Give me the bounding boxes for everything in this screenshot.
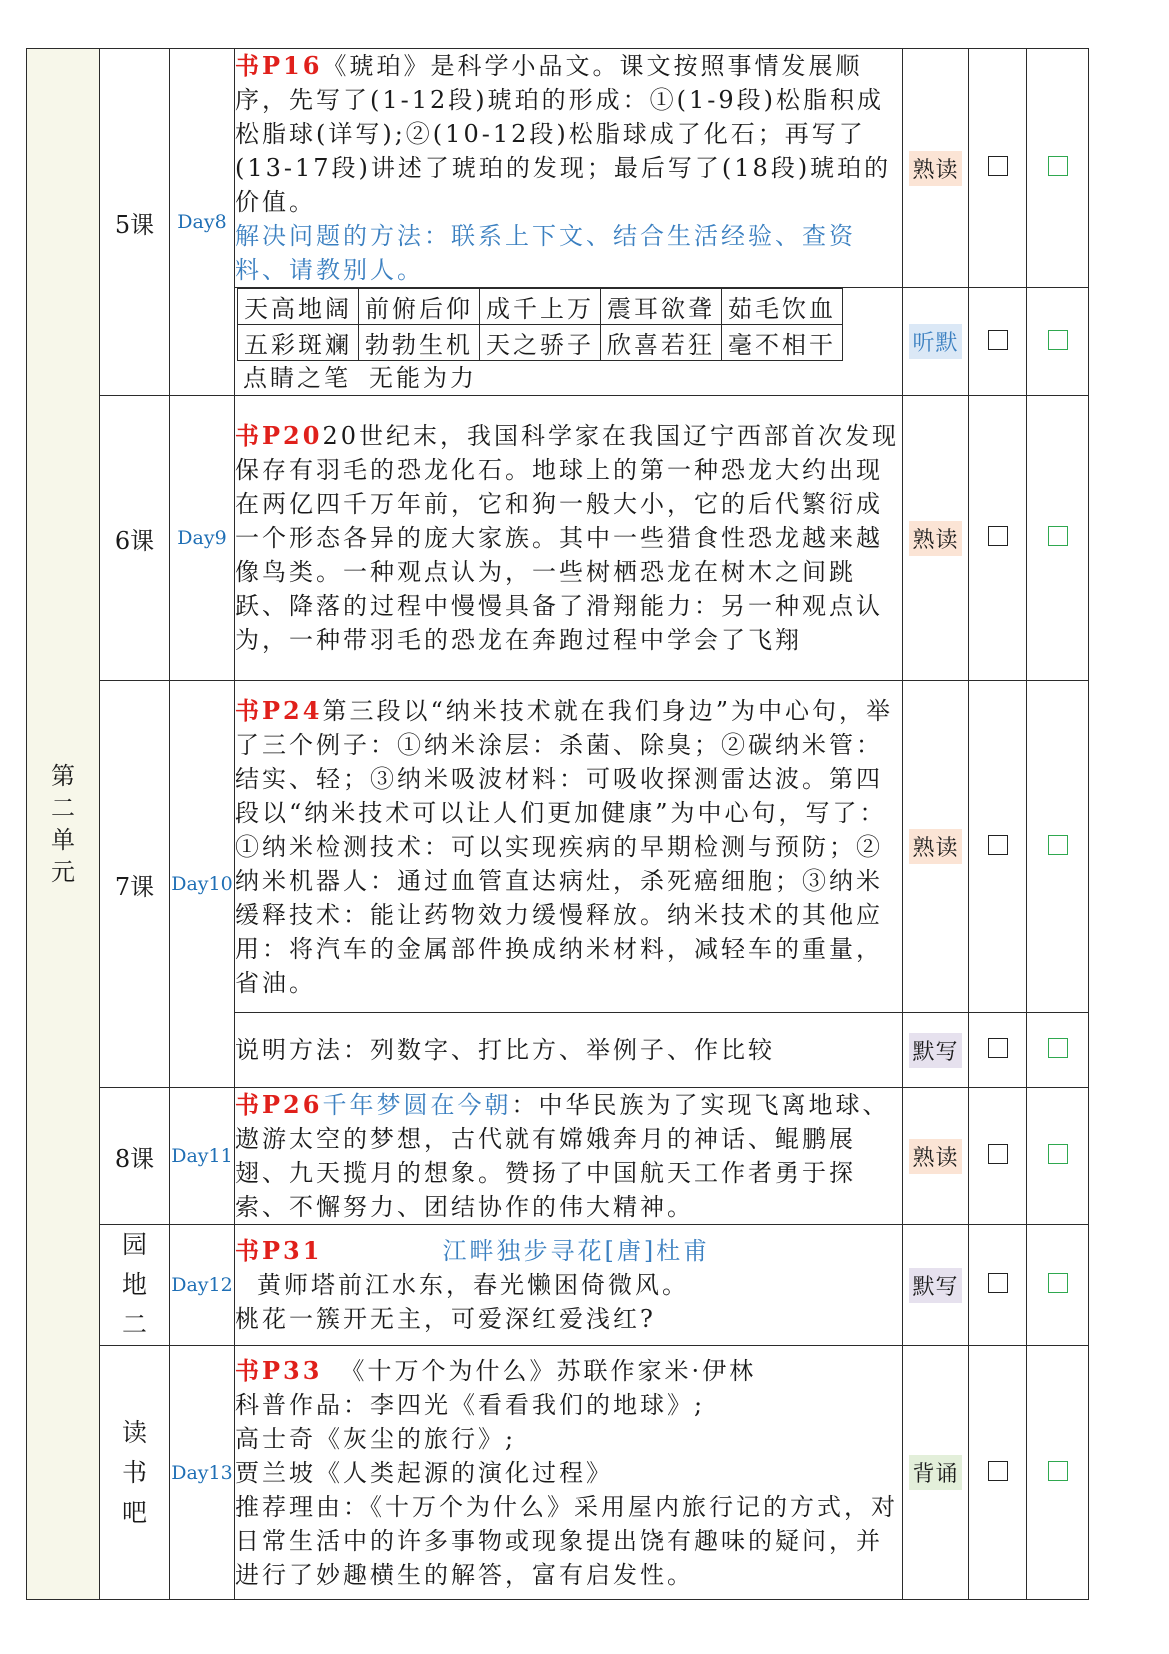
book-ref: 书P31 [235, 1236, 323, 1265]
book-line: 《十万个为什么》苏联作家米·伊林 [340, 1356, 757, 1385]
task-tag: 熟读 [909, 829, 961, 864]
table-row [27, 1088, 1148, 1225]
task-tag: 默写 [909, 1033, 961, 1068]
table-row [27, 681, 1148, 1013]
poem-line: 桃花一簇开无主，可爱深红爱浅红? [235, 1305, 656, 1333]
lesson-label: 7课 [100, 681, 170, 1088]
checkbox[interactable] [988, 1038, 1008, 1058]
method-text: 解决问题的方法：联系上下文、结合生活经验、查资料、请教别人。 [235, 222, 856, 284]
book-line: 高士奇《灰尘的旅行》; [235, 1424, 517, 1453]
checkbox-green[interactable] [1048, 1144, 1068, 1164]
table-row [27, 1225, 1148, 1346]
book-ref: 书P24 [235, 695, 323, 725]
book-ref: 书P26 [235, 1090, 323, 1119]
checkbox-green[interactable] [1048, 1273, 1068, 1293]
task-tag: 熟读 [909, 151, 961, 186]
checkbox-green[interactable] [1048, 156, 1068, 176]
book-ref: 书P20 [235, 421, 323, 450]
poem-title: 江畔独步寻花[唐]杜甫 [442, 1237, 711, 1265]
checkbox-green[interactable] [1048, 1461, 1068, 1481]
book-ref: 书P16 [235, 51, 323, 80]
task-tag: 默写 [909, 1268, 961, 1303]
lesson-label: 5课 [100, 49, 170, 396]
table-row [27, 396, 1148, 681]
unit-cell [27, 49, 100, 1600]
book-line: 科普作品：李四光《看看我们的地球》; [235, 1390, 706, 1419]
lesson-content [235, 1088, 903, 1225]
unit-label: 第二单元 [51, 762, 75, 886]
book-line: 贾兰坡《人类起源的演化过程》 [235, 1458, 613, 1487]
idiom: 五彩斑斓 [238, 325, 359, 361]
checkbox-green[interactable] [1048, 835, 1068, 855]
study-plan-table [26, 48, 1148, 1600]
lesson-content [235, 396, 903, 681]
lesson-text: ：中华民族为了实现飞离地球、遨游太空的梦想，古代就有嫦娥奔月的神话、鲲鹏展翅、九天揽月的想象。赞扬了中国航天工作者勇于探索、不懈努力、团结协作的伟大精神。 [235, 1091, 890, 1221]
task-tag: 听默 [909, 324, 961, 359]
checkbox-green[interactable] [1048, 330, 1068, 350]
task-tag: 熟读 [909, 1139, 961, 1174]
checkbox[interactable] [988, 330, 1008, 350]
lesson-content [235, 1346, 903, 1600]
lesson-label: 8课 [100, 1088, 170, 1225]
idiom: 无能为力 [369, 364, 477, 392]
book-ref: 书P33 [235, 1355, 323, 1385]
idiom: 前俯后仰 [359, 289, 480, 325]
day-label: Day11 [170, 1088, 235, 1225]
checkbox[interactable] [988, 1461, 1008, 1481]
lesson-content [235, 1013, 903, 1088]
lesson-text: 第三段以“纳米技术就在我们身边”为中心句，举了三个例子：①纳米涂层：杀菌、除臭；②碳纳米管：结实、轻；③纳米吸波材料：可吸收探测雷达波。第四段以“纳米技术可以让人们更加健康”为中心句，写了：①纳米检测技术：可以实现疾病的早期检测与预防；②纳米机器人：通过血管直达病灶，杀死癌细胞；③纳米缓释技术：能让药物效力缓慢释放。纳米技术的其他应用：将汽车的金属部件换成纳米材料，减轻车的重量，省油。 [235, 696, 893, 997]
day-label: Day12 [170, 1225, 235, 1346]
poem-line: 黄师塔前江水东，春光懒困倚微风。 [257, 1271, 689, 1299]
lesson-content [235, 681, 903, 1013]
checkbox-green[interactable] [1048, 526, 1068, 546]
checkbox[interactable] [988, 526, 1008, 546]
day-label: Day9 [170, 396, 235, 681]
lesson-text: 《琥珀》是科学小品文。课文按照事情发展顺序，先写了(1-12段)琥珀的形成：①(1-9段)松脂积成松脂球(详写);②(10-12段)松脂球成了化石；再写了(13-17段)讲述了琥珀的发现；最后写了(18段)琥珀的价值。 [235, 52, 892, 216]
idioms-cell [235, 288, 903, 396]
idiom: 成千上万 [480, 289, 601, 325]
task-tag: 熟读 [909, 521, 961, 556]
idiom: 天之骄子 [480, 325, 601, 361]
day-label: Day10 [170, 681, 235, 1088]
idiom: 天高地阔 [238, 289, 359, 325]
checkbox[interactable] [988, 1144, 1008, 1164]
checkbox[interactable] [988, 1273, 1008, 1293]
lesson-label: 读书吧 [100, 1346, 170, 1600]
lesson-text: 20世纪末，我国科学家在我国辽宁西部首次发现保存有羽毛的恐龙化石。地球上的第一种恐龙大约出现在两亿四千万年前，它和狗一般大小，它的后代繁衍成一个形态各异的庞大家族。其中一些猎食性恐龙越来越像鸟类。一种观点认为，一些树栖恐龙在树木之间跳跃、降落的过程中慢慢具备了滑翔能力：另一种观点认为，一种带羽毛的恐龙在奔跑过程中学会了飞翔 [235, 422, 899, 654]
checkbox-green[interactable] [1048, 1038, 1068, 1058]
lesson-content [235, 49, 903, 288]
recommendation-text: 推荐理由：《十万个为什么》采用屋内旅行记的方式，对日常生活中的许多事物或现象提出饶有趣味的疑问，并进行了妙趣横生的解答，富有启发性。 [235, 1492, 898, 1589]
idiom: 欣喜若狂 [601, 325, 722, 361]
checkbox[interactable] [988, 156, 1008, 176]
idiom: 毫不相干 [722, 325, 843, 361]
lesson-content [235, 1225, 903, 1346]
table-row [27, 1346, 1148, 1600]
day-label: Day13 [170, 1346, 235, 1600]
idiom-extra-line [235, 361, 902, 395]
idiom: 震耳欲聋 [601, 289, 722, 325]
table-row [27, 49, 1148, 288]
idiom: 点睛之笔 [243, 364, 351, 392]
idiom: 茹毛饮血 [722, 289, 843, 325]
lesson-title: 千年梦圆在今朝 [322, 1091, 512, 1119]
idiom: 勃勃生机 [359, 325, 480, 361]
checkbox[interactable] [988, 835, 1008, 855]
idiom-grid [237, 288, 843, 361]
task-tag: 背诵 [909, 1455, 961, 1490]
lesson-label: 6课 [100, 396, 170, 681]
day-label: Day8 [170, 49, 235, 396]
lesson-label: 园地二 [100, 1225, 170, 1346]
method-text: 说明方法：列数字、打比方、举例子、作比较 [235, 1036, 775, 1064]
